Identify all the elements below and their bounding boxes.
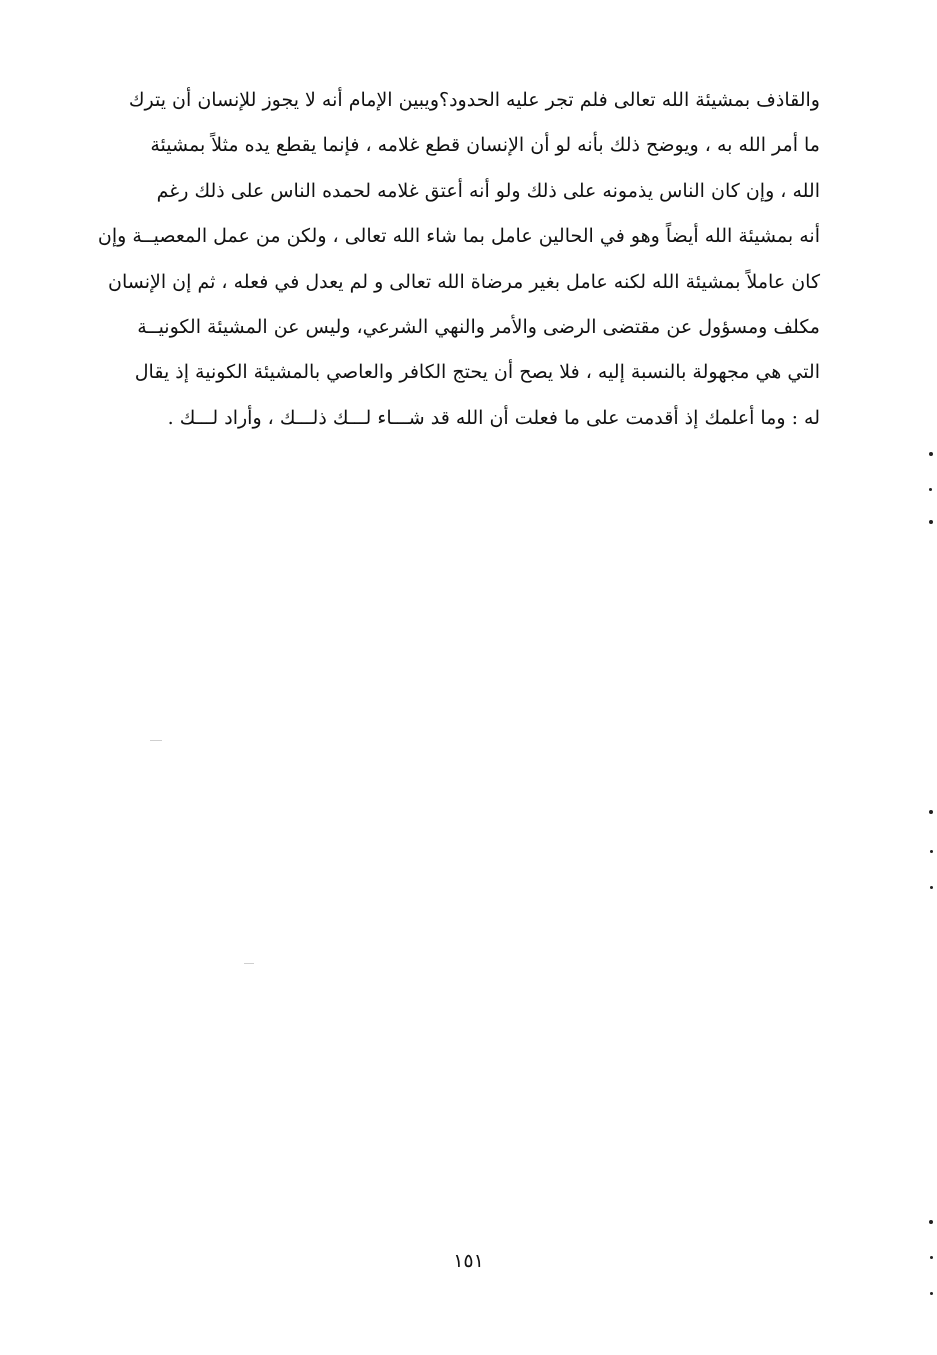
- scan-speck: [929, 1220, 933, 1224]
- scan-speck: [929, 452, 933, 456]
- scan-line: [244, 963, 254, 964]
- text-line-1: والقاذف بمشيئة الله تعالى فلم تجر عليه الحدود؟ويبين الإمام أنه لا يجوز للإنسان أن يترك: [128, 89, 820, 111]
- scan-line: [150, 740, 162, 741]
- page-number: ١٥١: [453, 1250, 484, 1272]
- text-line-2: ما أمر الله به ، ويوضح ذلك بأنه لو أن الإنسان قطع غلامه ، فإنما يقطع يده مثلاً بمشيئة: [150, 134, 820, 157]
- text-line-7: التي هي مجهولة بالنسبة إليه ، فلا يصح أن يحتج الكافر والعاصي بالمشيئة الكونية إذ يقال: [134, 361, 820, 384]
- text-line-4: أنه بمشيئة الله أيضاً وهو في الحالين عامل بما شاء الله تعالى ، ولكن من عمل المعصيــة وإن: [97, 225, 820, 248]
- text-line-3: الله ، وإن كان الناس يذمونه على ذلك ولو أنه أعتق غلامه لحمده الناس على ذلك رغم: [156, 179, 820, 202]
- text-line-5: كان عاملاً بمشيئة الله لكنه عامل بغير مرضاة الله تعالى و لم يعدل في فعله ، ثم إن الإنسان: [108, 270, 820, 293]
- text-line-6: مكلف ومسؤول عن مقتضى الرضى والأمر والنهي الشرعي، وليس عن المشيئة الكونيــة: [137, 315, 820, 338]
- scan-speck: [930, 850, 933, 853]
- body-text: [97, 78, 820, 441]
- text-line-8: له : وما أعلمك إذ أقدمت على ما فعلت أن الله قد شـــاء لـــك ذلـــك ، وأراد لـــك .: [167, 406, 820, 429]
- scan-speck: [930, 886, 933, 889]
- scan-speck: [929, 488, 932, 491]
- scan-speck: [929, 810, 933, 814]
- scan-speck: [930, 1292, 933, 1295]
- scan-speck: [930, 1256, 933, 1259]
- scan-speck: [929, 520, 933, 524]
